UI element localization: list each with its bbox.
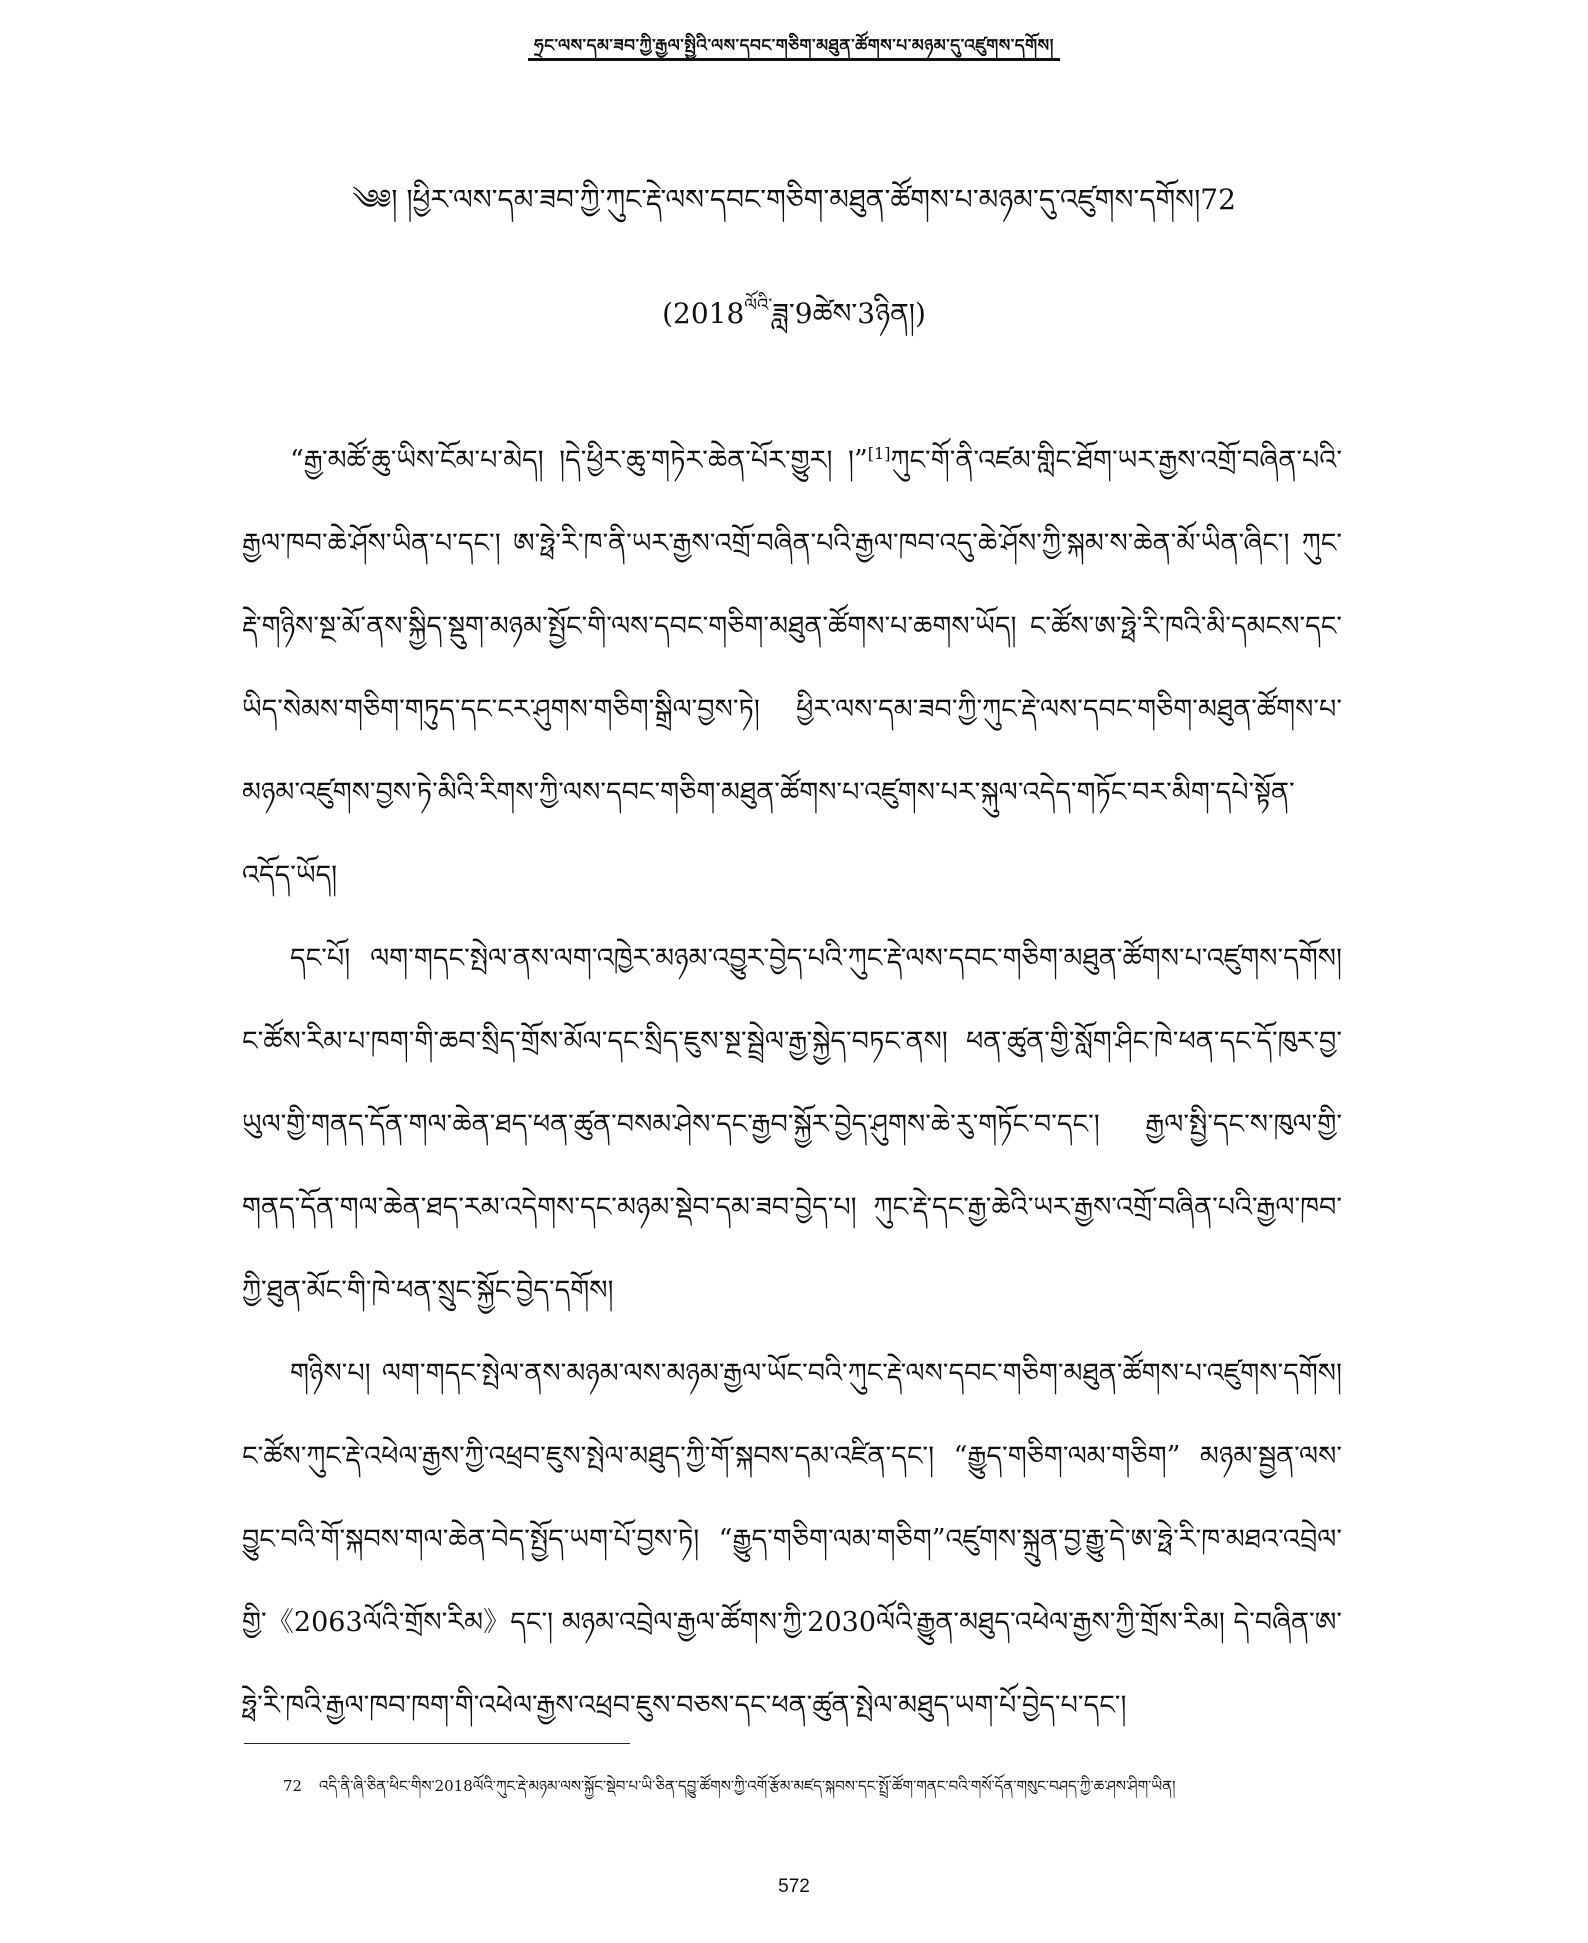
date-year: (2018 — [662, 297, 745, 330]
date-month-day: ཟླ་9ཚེས་3ཉིན།) — [772, 297, 926, 330]
footnote-text: འདི་ནི་ཞི་ཅིན་ཕིང་གིས་2018ལོའི་ཀུང་རྡེ་མཉམ་ལས་སྐྱོང་སྡེབ་པ་ཡི་ཅིན་དབྱུ་ཚོགས་ཀྱི་འགོ་རྩོམ་མཛད་སྐབས་དང་སྤྲོ་ཚོག་གནང་བའི་གསོ་དོན་གསུང་བཤད་ཀྱི་ཆ་ཤས་ཤིག་ཡིན། — [319, 1777, 1176, 1795]
title-footnote-marker[interactable]: 72 — [1200, 183, 1236, 216]
paragraph-text: ཀུང་གོ་ནི་འཛམ་གླིང་ཐོག་ཡར་རྒྱས་འགྲོ་བཞིན་པའི་རྒྱལ་ཁབ་ཆེ་ཤོས་ཡིན་པ་དང་། ཨ་ཧྥེ་རི་ཁ་ནི་ཡར་རྒྱས་འགྲོ་བཞིན་པའི་རྒྱལ་ཁབ་འདུ་ཆེ་ཤོས་ཀྱི་སྐམ་ས་ཆེན་མོ་ཡིན་ཞིང་། ཀུང་རྡེ་གཉིས་སྔ་མོ་ནས་སྐྱིད་སྡུག་མཉམ་སྤྱོང་གི་ལས་དབང་གཅིག་མཐུན་ཚོགས་པ་ཆགས་ཡོད། ང་ཚོས་ཨ་ཧྥེ་རི་ཁའི་མི་དམངས་དང་ཡིད་སེམས་གཅིག་གཏུད་དང་ངར་ཤུགས་གཅིག་སྒྲིལ་བྱས་ཏེ། ཕྱིར་ལས་དམ་ཟབ་ཀྱི་ཀུང་རྡེ་ལས་དབང་གཅིག་མཐུན་ཚོགས་པ་མཉམ་འཛུགས་བྱས་ཏེ་མིའི་རིགས་ཀྱི་ལས་དབང་གཅིག་མཐུན་ཚོགས་པ་འཛུགས་པར་སྐུལ་འདེད་གཏོང་བར་མིག་དཔེ་སྟོན་འདོད་ཡོད། — [242, 445, 1342, 891]
running-header-title: ཧྲང་ལས་དམ་ཟབ་ཀྱི་རྒྱལ་སྤྱིའི་ལས་དབང་གཅིག་མཐུན་ཚོགས་པ་མཉམ་དུ་འཛུགས་དགོས། — [528, 36, 1060, 61]
article-body — [242, 412, 1342, 1747]
article-title-text: ༄༅། །ཕྱིར་ལས་དམ་ཟབ་ཀྱི་ཀུང་རྡེ་ལས་དབང་གཅིག་མཐུན་ཚོགས་པ་མཉམ་དུ་འཛུགས་དགོས། — [352, 183, 1201, 216]
page-number: 572 — [778, 1876, 810, 1897]
body-paragraph: གཉིས་པ། ལག་གདང་སྤེལ་ནས་མཉམ་ལས་མཉམ་རྒྱལ་ཡོང་བའི་ཀུང་རྡེ་ལས་དབང་གཅིག་མཐུན་ཚོགས་པ་འཛུགས་དགོས། ང་ཚོས་ཀུང་རྡེ་འཕེལ་རྒྱས་ཀྱི་འཕྲབ་ཇུས་སྤེལ་མཐུད་ཀྱི་གོ་སྐབས་དམ་འཛིན་དང་། “རྒྱུད་གཅིག་ལམ་གཅིག” མཉམ་སྦྱན་ལས་བྱུང་བའི་གོ་སྐབས་གལ་ཆེན་བེད་སྤྱོད་ཡག་པོ་བྱས་ཏེ། “རྒྱུད་གཅིག་ལམ་གཅིག”འཛུགས་སྐྲུན་བྱ་རྒྱུ་དེ་ཨ་ཧྥེ་རི་ཁ་མཐའ་འབྲེལ་གྱི་《2063ལོའི་གྲོས་རིམ》དང་། མཉམ་འབྲེལ་རྒྱལ་ཚོགས་ཀྱི་2030ལོའི་རྒྱུན་མཐུད་འཕེལ་རྒྱས་ཀྱི་གྲོས་རིམ། དེ་བཞིན་ཨ་ཧྥེ་རི་ཁའི་རྒྱལ་ཁབ་ཁག་གི་འཕེལ་རྒྱས་འཕྲབ་ཇུས་བཅས་དང་ཕན་ཚུན་སྤེལ་མཐུད་ཡག་པོ་བྱེད་པ་དང་། — [242, 1358, 1342, 1721]
body-paragraph: དང་པོ། ལག་གདང་སྤེལ་ནས་ལག་འཁྱེར་མཉམ་འབྱུར་བྱེད་པའི་ཀུང་རྡེ་ལས་དབང་གཅིག་མཐུན་ཚོགས་པ་འཛུགས་དགོས། ང་ཚོས་རིམ་པ་ཁག་གི་ཆབ་སྲིད་གྲོས་མོལ་དང་སྲིད་ཇུས་སྔ་སྦྲེལ་རྒྱ་སྐྱེད་བཏང་ནས། ཕན་ཚུན་གྱི་སློག་ཤིང་ཁེ་ཕན་དང་དོ་ཁུར་བྱ་ཡུལ་གྱི་གནད་དོན་གལ་ཆེན་ཐད་ཕན་ཚུན་བསམ་ཤེས་དང་རྒྱབ་སྐྱོར་བྱེད་ཤུགས་ཆེ་རུ་གཏོང་བ་དང་། རྒྱལ་སྤྱི་དང་ས་ཁུལ་གྱི་གནད་དོན་གལ་ཆེན་ཐད་རམ་འདེགས་དང་མཉམ་སྡེབ་དམ་ཟབ་བྱེད་པ། ཀུང་རྡེ་དང་རྒྱ་ཆེའི་ཡར་རྒྱས་འགྲོ་བཞིན་པའི་རྒྱལ་ཁབ་ཀྱི་ཐུན་མོང་གི་ཁེ་ཕན་སྲུང་སྐྱོང་བྱེད་དགོས། — [242, 943, 1342, 1306]
body-paragraph — [242, 412, 1342, 917]
article-date — [0, 282, 1588, 361]
paragraph-text: “རྒྱ་མཚོ་ཆུ་ཡིས་ངོམ་པ་མེད། །དེ་ཕྱིར་ཆུ་གཏེར་ཆེན་པོར་གྱུར། །” — [290, 445, 868, 476]
date-year-suffix: ལོའི་ — [744, 295, 773, 316]
footnote-number: 72 — [283, 1777, 303, 1795]
reference-marker[interactable]: [1] — [867, 444, 891, 463]
running-header — [0, 26, 1588, 74]
article-title — [0, 168, 1588, 247]
footnote — [283, 1770, 1343, 1812]
footnote-divider — [244, 1743, 630, 1744]
